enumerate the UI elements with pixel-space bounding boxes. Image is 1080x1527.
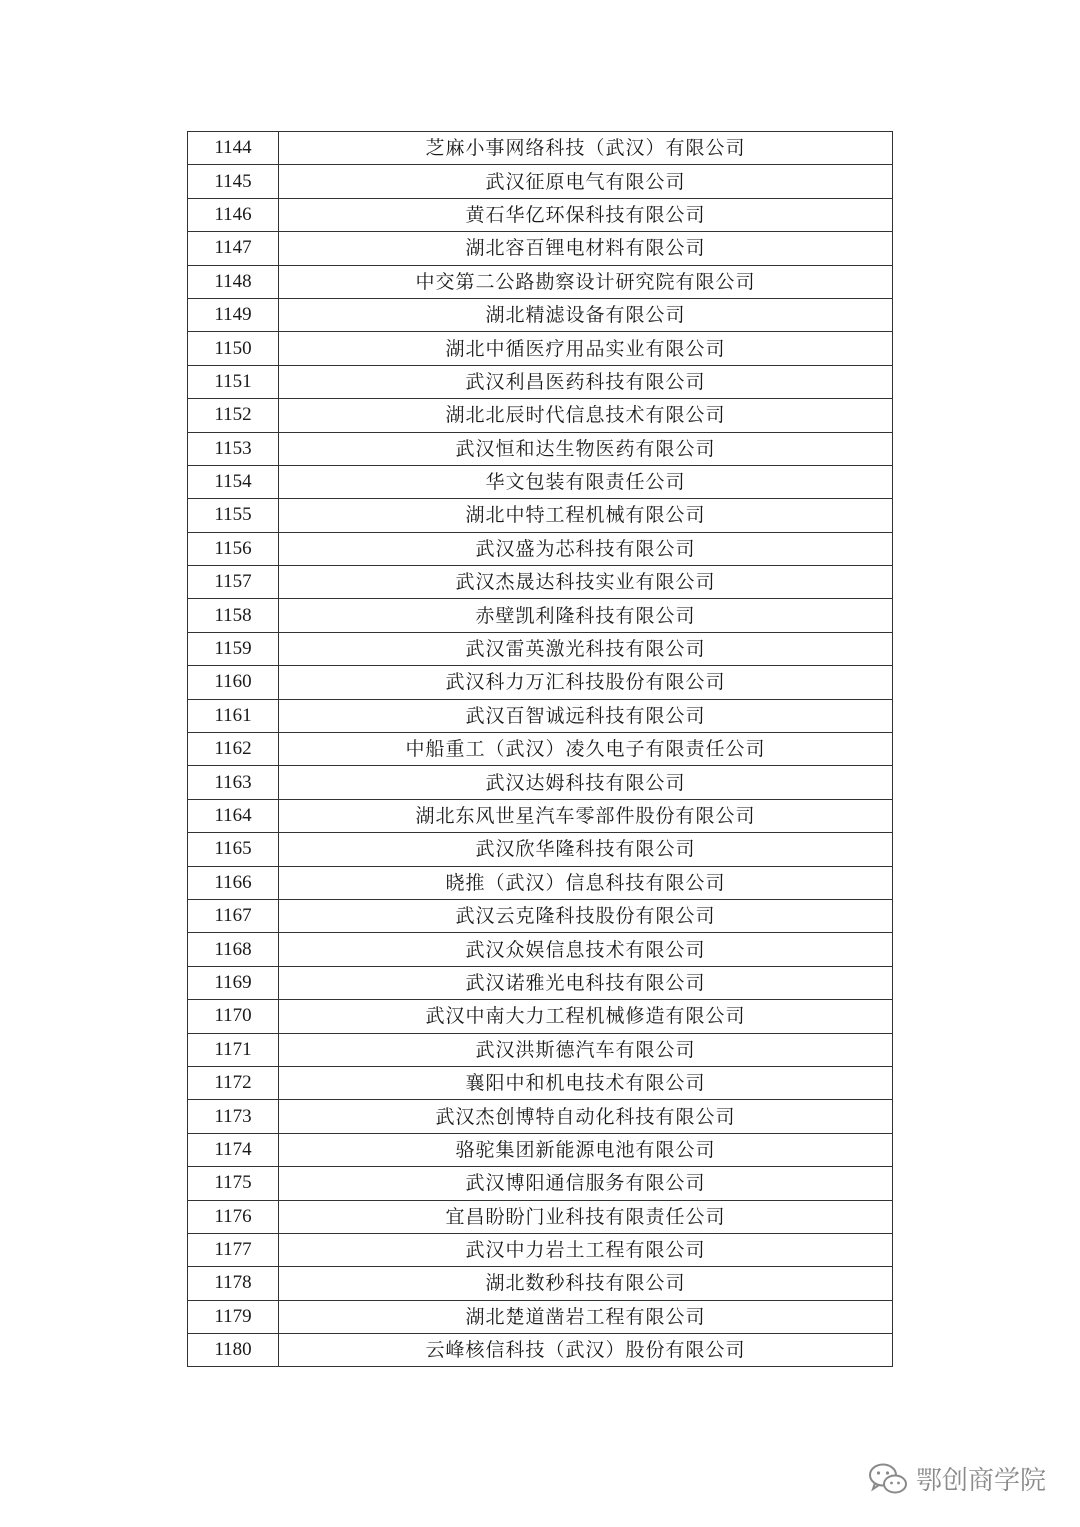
row-number: 1156 — [188, 532, 279, 565]
table-row — [188, 298, 893, 331]
company-name: 武汉恒和达生物医药有限公司 — [279, 432, 893, 465]
company-name: 武汉达姆科技有限公司 — [279, 766, 893, 799]
company-name: 宜昌盼盼门业科技有限责任公司 — [279, 1200, 893, 1233]
row-number: 1174 — [188, 1133, 279, 1166]
row-number: 1173 — [188, 1100, 279, 1133]
company-name: 湖北东风世星汽车零部件股份有限公司 — [279, 799, 893, 832]
table-row — [188, 365, 893, 398]
company-table-container — [187, 131, 893, 1367]
company-name: 黄石华亿环保科技有限公司 — [279, 198, 893, 231]
row-number: 1146 — [188, 198, 279, 231]
row-number: 1153 — [188, 432, 279, 465]
wechat-icon — [868, 1462, 908, 1496]
row-number: 1154 — [188, 465, 279, 498]
company-name: 武汉众娱信息技术有限公司 — [279, 933, 893, 966]
table-row — [188, 399, 893, 432]
company-name: 云峰核信科技（武汉）股份有限公司 — [279, 1334, 893, 1367]
company-name: 湖北楚道凿岩工程有限公司 — [279, 1300, 893, 1333]
row-number: 1144 — [188, 132, 279, 165]
company-name: 中船重工（武汉）凌久电子有限责任公司 — [279, 733, 893, 766]
company-name: 华文包装有限责任公司 — [279, 465, 893, 498]
company-name: 武汉诺雅光电科技有限公司 — [279, 966, 893, 999]
table-row — [188, 766, 893, 799]
company-name: 武汉利昌医药科技有限公司 — [279, 365, 893, 398]
watermark-text: 鄂创商学院 — [915, 1466, 1046, 1496]
table-row — [188, 465, 893, 498]
table-row — [188, 265, 893, 298]
company-name: 武汉云克隆科技股份有限公司 — [279, 899, 893, 932]
row-number: 1178 — [188, 1267, 279, 1300]
company-name: 芝麻小事网络科技（武汉）有限公司 — [279, 132, 893, 165]
table-row — [188, 1066, 893, 1099]
company-name: 湖北中循医疗用品实业有限公司 — [279, 332, 893, 365]
row-number: 1165 — [188, 833, 279, 866]
company-name: 襄阳中和机电技术有限公司 — [279, 1066, 893, 1099]
table-row — [188, 1133, 893, 1166]
table-row — [188, 1233, 893, 1266]
row-number: 1166 — [188, 866, 279, 899]
company-name: 赤壁凯利隆科技有限公司 — [279, 599, 893, 632]
table-row — [188, 499, 893, 532]
row-number: 1172 — [188, 1066, 279, 1099]
row-number: 1145 — [188, 165, 279, 198]
company-name: 武汉杰晟达科技实业有限公司 — [279, 566, 893, 599]
company-name: 湖北容百锂电材料有限公司 — [279, 232, 893, 265]
company-name: 武汉中南大力工程机械修造有限公司 — [279, 1000, 893, 1033]
row-number: 1180 — [188, 1334, 279, 1367]
company-name: 中交第二公路勘察设计研究院有限公司 — [279, 265, 893, 298]
table-row — [188, 1300, 893, 1333]
company-name: 武汉欣华隆科技有限公司 — [279, 833, 893, 866]
row-number: 1147 — [188, 232, 279, 265]
company-name: 湖北北辰时代信息技术有限公司 — [279, 399, 893, 432]
company-name: 武汉杰创博特自动化科技有限公司 — [279, 1100, 893, 1133]
company-name: 武汉盛为芯科技有限公司 — [279, 532, 893, 565]
table-row — [188, 198, 893, 231]
company-name: 湖北数秒科技有限公司 — [279, 1267, 893, 1300]
row-number: 1155 — [188, 499, 279, 532]
table-row — [188, 1000, 893, 1033]
row-number: 1149 — [188, 298, 279, 331]
table-row — [188, 1100, 893, 1133]
table-row — [188, 833, 893, 866]
table-row — [188, 132, 893, 165]
row-number: 1148 — [188, 265, 279, 298]
company-name: 骆驼集团新能源电池有限公司 — [279, 1133, 893, 1166]
table-row — [188, 699, 893, 732]
row-number: 1167 — [188, 899, 279, 932]
company-name: 武汉博阳通信服务有限公司 — [279, 1167, 893, 1200]
table-row — [188, 899, 893, 932]
company-name: 武汉征原电气有限公司 — [279, 165, 893, 198]
table-row — [188, 799, 893, 832]
company-name: 武汉中力岩土工程有限公司 — [279, 1233, 893, 1266]
table-row — [188, 1200, 893, 1233]
table-row — [188, 666, 893, 699]
company-name: 湖北中特工程机械有限公司 — [279, 499, 893, 532]
row-number: 1179 — [188, 1300, 279, 1333]
table-row — [188, 165, 893, 198]
row-number: 1151 — [188, 365, 279, 398]
company-table-body — [188, 132, 893, 1367]
row-number: 1150 — [188, 332, 279, 365]
row-number: 1176 — [188, 1200, 279, 1233]
row-number: 1158 — [188, 599, 279, 632]
table-row — [188, 232, 893, 265]
row-number: 1152 — [188, 399, 279, 432]
row-number: 1164 — [188, 799, 279, 832]
row-number: 1170 — [188, 1000, 279, 1033]
table-row — [188, 599, 893, 632]
company-name: 武汉雷英激光科技有限公司 — [279, 632, 893, 665]
table-row — [188, 532, 893, 565]
table-row — [188, 966, 893, 999]
table-row — [188, 1167, 893, 1200]
row-number: 1160 — [188, 666, 279, 699]
row-number: 1159 — [188, 632, 279, 665]
table-row — [188, 566, 893, 599]
table-row — [188, 1334, 893, 1367]
company-name: 武汉洪斯德汽车有限公司 — [279, 1033, 893, 1066]
row-number: 1169 — [188, 966, 279, 999]
table-row — [188, 1267, 893, 1300]
table-row — [188, 332, 893, 365]
watermark — [868, 1460, 1046, 1497]
row-number: 1175 — [188, 1167, 279, 1200]
company-table — [187, 131, 893, 1367]
table-row — [188, 1033, 893, 1066]
company-name: 湖北精滤设备有限公司 — [279, 298, 893, 331]
row-number: 1157 — [188, 566, 279, 599]
row-number: 1161 — [188, 699, 279, 732]
row-number: 1163 — [188, 766, 279, 799]
row-number: 1168 — [188, 933, 279, 966]
table-row — [188, 733, 893, 766]
table-row — [188, 933, 893, 966]
table-row — [188, 866, 893, 899]
table-row — [188, 632, 893, 665]
company-name: 晓推（武汉）信息科技有限公司 — [279, 866, 893, 899]
table-row — [188, 432, 893, 465]
row-number: 1177 — [188, 1233, 279, 1266]
row-number: 1162 — [188, 733, 279, 766]
row-number: 1171 — [188, 1033, 279, 1066]
company-name: 武汉科力万汇科技股份有限公司 — [279, 666, 893, 699]
company-name: 武汉百智诚远科技有限公司 — [279, 699, 893, 732]
